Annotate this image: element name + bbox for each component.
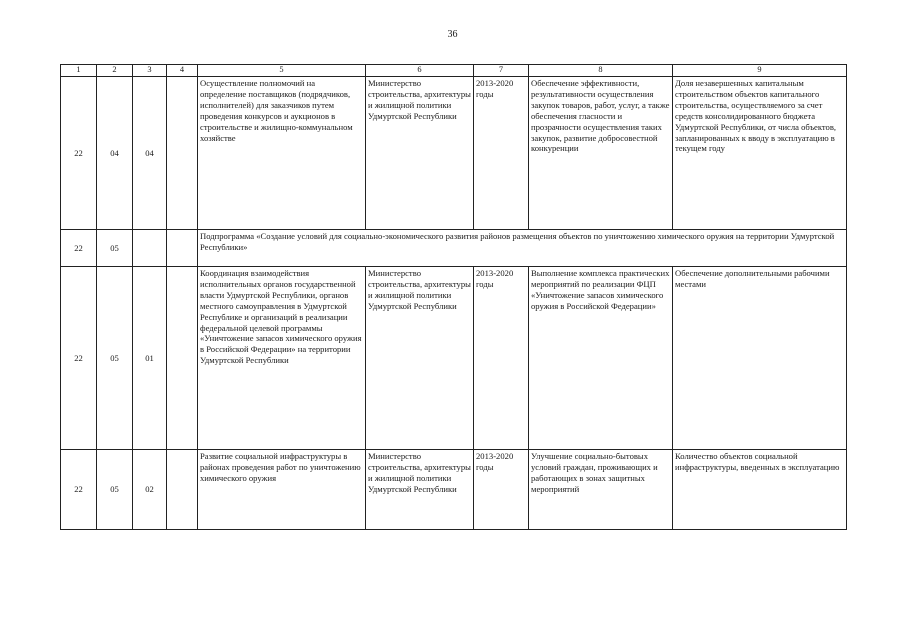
measure-name: Осуществление полномочий на определение поставщиков (подрядчиков, исполнителей) для заказчиков путем проведения конкурсов и аукционов в строительстве и жилищно-коммунальном хозяйстве	[198, 77, 366, 230]
responsible-executor: Министерство строительства, архитектуры и жилищной политики Удмуртской Республики	[366, 77, 474, 230]
column-number: 1	[61, 65, 97, 77]
column-number: 8	[529, 65, 673, 77]
code-m	[167, 230, 198, 267]
table-row	[61, 450, 847, 530]
code-gp: 22	[61, 267, 97, 450]
page-number: 36	[447, 29, 458, 40]
term: 2013-2020 годы	[474, 77, 529, 230]
subprogram-title: Подпрограмма «Создание условий для социально-экономического развития районов размещения объектов по уничтожению химического оружия на территории Удмуртской Республики»	[198, 230, 847, 267]
code-pp: 04	[97, 77, 133, 230]
column-number: 9	[673, 65, 847, 77]
code-gp: 22	[61, 77, 97, 230]
code-m	[167, 77, 198, 230]
target-indicator: Количество объектов социальной инфраструктуры, введенных в эксплуатацию	[673, 450, 847, 530]
column-number: 2	[97, 65, 133, 77]
code-pp: 05	[97, 450, 133, 530]
target-indicator: Доля незавершенных капитальным строительством объектов капитального строительства, осуществляемого за счет средств консолидированного бюджета Удмуртской Республики, от числа объектов, запланированных к вводу в эксплуатацию в текущем году	[673, 77, 847, 230]
code-om: 02	[133, 450, 167, 530]
code-om	[133, 230, 167, 267]
measure-name: Развитие социальной инфраструктуры в районах проведения работ по уничтожению химического оружия	[198, 450, 366, 530]
program-table	[60, 64, 847, 530]
column-number: 4	[167, 65, 198, 77]
term: 2013-2020 годы	[474, 267, 529, 450]
measure-name: Координация взаимодействия исполнительных органов государственной власти Удмуртской Республики, органов местного самоуправления в Удмуртской Республике и организаций в реализации федеральной целевой программы «Уничтожение запасов химического оружия в Российской Федерации» на территории Удмуртской Республики	[198, 267, 366, 450]
expected-result: Выполнение комплекса практических мероприятий по реализации ФЦП «Уничтожение запасов химического оружия в Российской Федерации»	[529, 267, 673, 450]
code-gp: 22	[61, 450, 97, 530]
term: 2013-2020 годы	[474, 450, 529, 530]
expected-result: Обеспечение эффективности, результативности осуществления закупок товаров, работ, услуг, а также обеспечения гласности и прозрачности осуществления таких закупок, развитие добросовестной конкуренции	[529, 77, 673, 230]
code-om: 04	[133, 77, 167, 230]
table-row	[61, 77, 847, 230]
table-row	[61, 230, 847, 267]
column-number: 3	[133, 65, 167, 77]
table-row	[61, 267, 847, 450]
target-indicator: Обеспечение дополнительными рабочими местами	[673, 267, 847, 450]
expected-result: Улучшение социально-бытовых условий граждан, проживающих и работающих в зонах защитных мероприятий	[529, 450, 673, 530]
column-number: 6	[366, 65, 474, 77]
code-pp: 05	[97, 230, 133, 267]
code-m	[167, 267, 198, 450]
code-om: 01	[133, 267, 167, 450]
column-number: 5	[198, 65, 366, 77]
code-pp: 05	[97, 267, 133, 450]
responsible-executor: Министерство строительства, архитектуры и жилищной политики Удмуртской Республики	[366, 267, 474, 450]
responsible-executor: Министерство строительства, архитектуры и жилищной политики Удмуртской Республики	[366, 450, 474, 530]
column-number-row	[61, 65, 847, 77]
code-gp: 22	[61, 230, 97, 267]
code-m	[167, 450, 198, 530]
column-number: 7	[474, 65, 529, 77]
